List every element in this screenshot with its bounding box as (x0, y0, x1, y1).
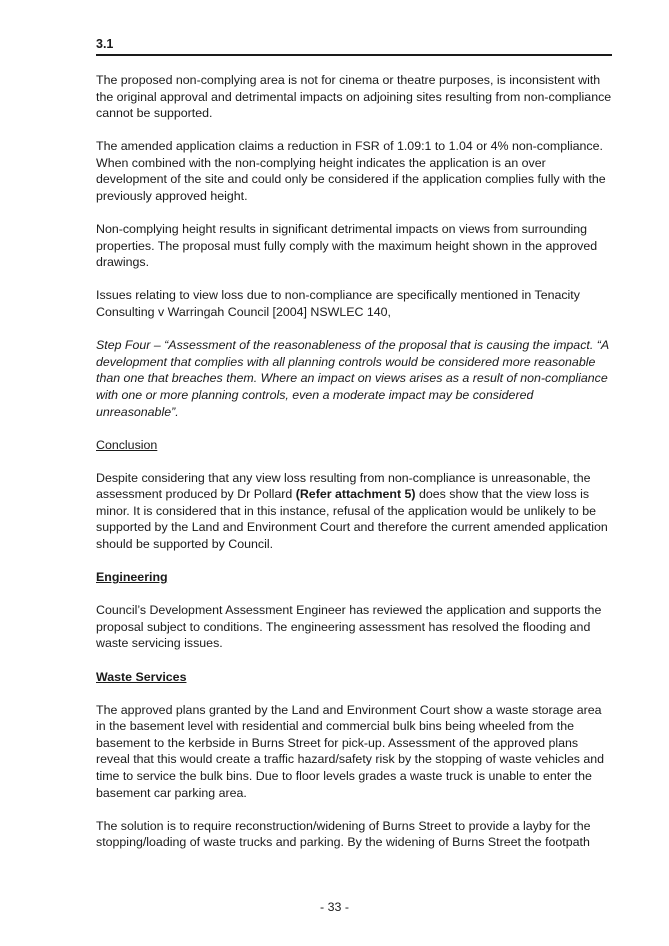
paragraph-engineering: Council’s Development Assessment Engineer has reviewed the application and supports the proposal subject to conditions. The engineering assessment has resolved the flooding and waste servicing issues. (96, 603, 602, 651)
attachment-reference: (Refer attachment 5) (295, 487, 416, 502)
document-body (96, 72, 612, 867)
paragraph-conclusion (96, 470, 612, 553)
waste-services-heading: Waste Services (96, 669, 187, 684)
paragraph-view-loss-case: Issues relating to view loss due to non-compliance are specifically mentioned in Tenacity Consulting v Warringah Council [2004] NSWLEC 140, (96, 288, 580, 320)
paragraph-height-views: Non-complying height results in significant detrimental impacts on views from surrounding properties. The proposal must fully comply with the maximum height shown in the approved drawings. (96, 222, 598, 270)
paragraph-step-four-quote: Step Four – “Assessment of the reasonableness of the proposal that is causing the impact. “A development that complies with all planning controls would be considered more reasonable than one that breaches them. Where an impact on views arises as a result of non-compliance with one or more planning controls, even a moderate impact may be considered unreasonable”. (96, 338, 609, 419)
paragraph-waste-storage: The approved plans granted by the Land and Environment Court show a waste storage area in the basement level with residential and commercial bulk bins being wheeled from the basement to the kerbside in Burns Street for pick-up. Assessment of the approved plans reveal that this would create a traffic hazard/safety risk by the stopping of waste vehicles and time to service the bulk bins. Due to floor levels grades a waste truck is unable to enter the basement car parking area. (96, 702, 605, 800)
conclusion-heading: Conclusion (96, 437, 158, 452)
section-number: 3.1 (96, 37, 114, 51)
conclusion-text-end: does show that the view loss is minor. It is considered that in this instance, refusal of the application would be unlikely to be supported by the Land and Environment Court and therefore the current amended application should be supported by Council. (96, 487, 608, 552)
engineering-heading: Engineering (96, 570, 168, 585)
paragraph-noncomplying-area: The proposed non-complying area is not for cinema or theatre purposes, is inconsistent with the original approval and detrimental impacts on adjoining sites resulting from non-compliance cannot be supported. (96, 73, 612, 121)
page-header (96, 36, 612, 56)
paragraph-burns-street: The solution is to require reconstruction/widening of Burns Street to provide a layby for the stopping/loading of waste trucks and parking. By the widening of Burns Street the footpath (96, 818, 591, 850)
page-number: - 33 - (320, 900, 349, 914)
paragraph-fsr: The amended application claims a reduction in FSR of 1.09:1 to 1.04 or 4% non-compliance. When combined with the non-complying height indicates the application is an over development of the site and could only be considered if the application complies fully with the previously approved height. (96, 139, 606, 204)
conclusion-text-start: Despite considering that any view loss resulting from non-compliance is unreasonable, the assessment produced by Dr Pollard (96, 470, 591, 502)
